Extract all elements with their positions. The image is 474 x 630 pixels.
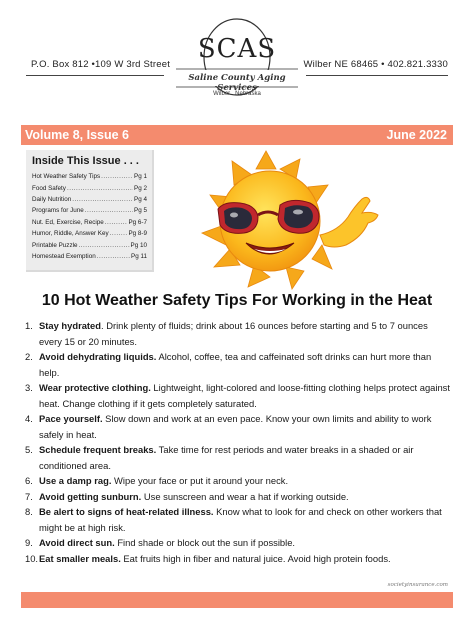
tip-heading: Schedule frequent breaks. xyxy=(39,444,157,455)
toc-item xyxy=(32,217,147,228)
tip-heading: Avoid getting sunburn. xyxy=(39,490,142,502)
tip-number: 3. xyxy=(25,382,33,393)
toc-leader xyxy=(67,185,133,192)
toc-item xyxy=(32,239,147,250)
footer-bar xyxy=(21,592,453,608)
tip-number: 9. xyxy=(25,537,33,548)
tips-list xyxy=(25,318,452,566)
toc-page: Pg 8-9 xyxy=(128,230,147,238)
tip-number: 4. xyxy=(25,413,33,424)
toc-item xyxy=(32,251,147,262)
list-item xyxy=(25,489,452,505)
tip-heading: Wear protective clothing. xyxy=(39,382,151,393)
list-item xyxy=(25,349,452,380)
logo-script: Saline County Aging Services xyxy=(188,73,286,93)
toc-page: Pg 10 xyxy=(130,241,147,249)
toc-leader xyxy=(101,173,133,180)
waving-hand xyxy=(320,197,378,247)
tip-heading: Be alert to signs of heat-related illness. xyxy=(39,506,214,517)
toc-item xyxy=(32,205,147,216)
tip-text: Take time for rest periods and water breaks in a shaded or air conditioned area. xyxy=(39,444,414,471)
tip-number: 6. xyxy=(25,475,33,486)
divider-left xyxy=(26,75,164,76)
toc-label: Daily Nutrition xyxy=(32,195,72,203)
tip-heading: Use a damp rag. xyxy=(39,475,112,486)
tip-text: Know what to look for and check on other workers that might be at high risk. xyxy=(39,506,442,533)
list-item xyxy=(25,504,452,535)
tip-heading: Eat smaller meals. xyxy=(39,552,121,564)
toc-leader xyxy=(105,219,128,226)
address-right: Wilber NE 68465 • 402.821.3330 xyxy=(303,59,448,70)
toc-label: Programs for June xyxy=(32,207,84,215)
toc-leader xyxy=(97,253,130,260)
toc-leader xyxy=(110,230,128,237)
toc-item xyxy=(32,182,147,193)
tip-number: 2. xyxy=(25,351,33,362)
issue-date: June 2022 xyxy=(386,128,447,142)
address-left: P.O. Box 812 •109 W 3rd Street xyxy=(31,59,171,70)
issue-banner xyxy=(21,125,453,145)
list-item xyxy=(25,551,452,567)
tip-heading: Pace yourself. xyxy=(39,413,103,424)
source-credit: societyinsurance.com xyxy=(387,582,448,588)
tip-text: Lightweight, light-colored and loose-fitting clothing helps protect against heat. Change clothing if it gets completely saturated. xyxy=(39,382,450,409)
tip-number: 10. xyxy=(25,552,39,564)
toc-page: Pg 1 xyxy=(134,173,147,181)
list-item xyxy=(25,473,452,489)
toc-leader xyxy=(72,196,133,203)
toc-label: Printable Puzzle xyxy=(32,241,78,249)
sun-with-sunglasses-illustration xyxy=(196,145,402,293)
toc-page: Pg 11 xyxy=(131,252,147,260)
toc-label: Humor, Riddle, Answer Key xyxy=(32,230,109,238)
logo-text: SCAS xyxy=(197,34,277,64)
toc-leader xyxy=(85,207,133,214)
inside-this-issue-box xyxy=(26,150,154,272)
tip-text: Use sunscreen and wear a hat if working outside. xyxy=(141,490,349,502)
toc-item xyxy=(32,228,147,239)
article-title: 10 Hot Weather Safety Tips For Working in the Heat xyxy=(41,292,433,309)
toc-label: Homestead Exemption xyxy=(32,252,96,260)
toc-label: Nut. Ed, Exercise, Recipe xyxy=(32,218,104,226)
tip-text: Wipe your face or put it around your neck. xyxy=(111,475,289,486)
tip-number: 5. xyxy=(25,444,33,455)
toc-page: Pg 4 xyxy=(134,195,147,203)
divider-right xyxy=(306,75,448,76)
tip-text: Eat fruits high in fiber and natural juice. Avoid high protein foods. xyxy=(120,552,391,564)
tip-number: 1. xyxy=(25,320,33,331)
toc-label: Food Safety xyxy=(32,184,66,192)
toc-item xyxy=(32,171,147,182)
tip-text: Slow down and work at an even pace. Know your own limits and ability to work safely in heat. xyxy=(39,413,432,440)
tip-number: 7. xyxy=(25,490,33,502)
inside-title: Inside This Issue . . . xyxy=(32,155,139,167)
toc-page: Pg 2 xyxy=(134,184,147,192)
toc-label: Hot Weather Safety Tips xyxy=(32,173,101,181)
toc-leader xyxy=(79,242,130,249)
volume-issue: Volume 8, Issue 6 xyxy=(25,128,129,142)
list-item xyxy=(25,535,452,551)
tip-number: 8. xyxy=(25,506,33,517)
list-item xyxy=(25,380,452,411)
tip-text: . Drink plenty of fluids; drink about 16 ounces before starting and 5 to 7 ounces every 15 or 20 minutes. xyxy=(39,320,428,347)
toc-page: Pg 6-7 xyxy=(128,218,147,226)
tip-text: Alcohol, coffee, tea and caffeinated soft drinks can hurt more than help. xyxy=(39,351,432,378)
tip-heading: Stay hydrated xyxy=(39,320,101,331)
tip-heading: Avoid direct sun. xyxy=(39,537,115,548)
tip-text: Find shade or block out the sun if possible. xyxy=(114,537,296,548)
list-item xyxy=(25,442,452,473)
list-item xyxy=(25,318,452,349)
tip-heading: Avoid dehydrating liquids. xyxy=(39,351,157,362)
toc-item xyxy=(32,194,147,205)
toc-page: Pg 5 xyxy=(134,207,147,215)
logo-subtitle: Wilber . Nebraska xyxy=(213,91,261,97)
list-item xyxy=(25,411,452,442)
scas-logo xyxy=(170,12,304,112)
